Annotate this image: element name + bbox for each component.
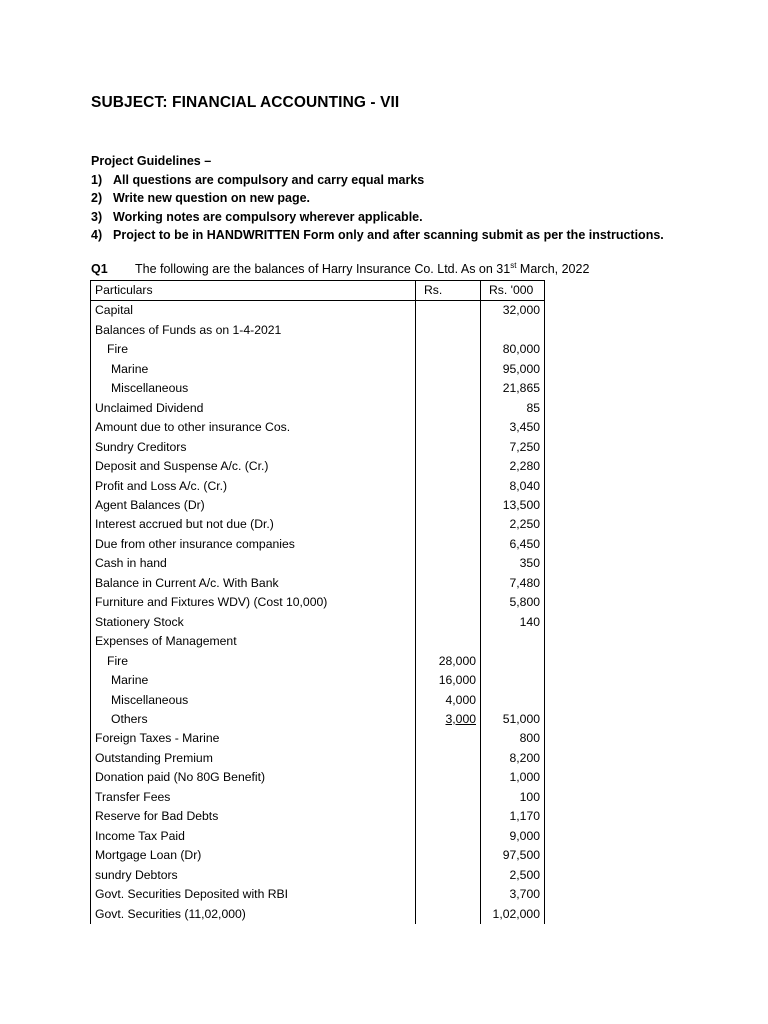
table-row bbox=[91, 340, 545, 359]
table-row bbox=[91, 457, 545, 476]
particulars-cell: Unclaimed Dividend bbox=[91, 399, 416, 418]
table-row bbox=[91, 613, 545, 632]
particulars-cell: Govt. Securities Deposited with RBI bbox=[91, 885, 416, 904]
date-ordinal-suffix: st bbox=[510, 260, 517, 270]
particulars-cell: Furniture and Fixtures WDV) (Cost 10,000) bbox=[91, 593, 416, 612]
particulars-cell: Donation paid (No 80G Benefit) bbox=[91, 768, 416, 787]
rs-thousand-amount-cell: 7,250 bbox=[481, 438, 545, 457]
particulars-cell: Mortgage Loan (Dr) bbox=[91, 846, 416, 865]
table-row bbox=[91, 846, 545, 865]
particulars-cell: Interest accrued but not due (Dr.) bbox=[91, 515, 416, 534]
particulars-cell: Miscellaneous bbox=[91, 379, 416, 398]
table-row bbox=[91, 866, 545, 885]
rs-amount-cell bbox=[416, 360, 481, 379]
column-header-particulars: Particulars bbox=[91, 281, 416, 301]
rs-thousand-amount-cell: 32,000 bbox=[481, 301, 545, 321]
rs-thousand-amount-cell: 5,800 bbox=[481, 593, 545, 612]
guideline-item bbox=[91, 208, 664, 227]
rs-thousand-amount-cell: 13,500 bbox=[481, 496, 545, 515]
rs-amount-cell bbox=[416, 340, 481, 359]
table-row bbox=[91, 729, 545, 748]
table-row bbox=[91, 321, 545, 340]
rs-thousand-amount-cell: 2,250 bbox=[481, 515, 545, 534]
table-row bbox=[91, 554, 545, 573]
rs-thousand-amount-cell: 1,170 bbox=[481, 807, 545, 826]
guideline-text: Working notes are compulsory wherever applicable. bbox=[113, 209, 423, 224]
rs-amount-cell bbox=[416, 788, 481, 807]
rs-amount-cell bbox=[416, 593, 481, 612]
rs-amount-cell bbox=[416, 301, 481, 321]
rs-thousand-amount-cell: 800 bbox=[481, 729, 545, 748]
table-row bbox=[91, 691, 545, 710]
question-statement bbox=[91, 262, 691, 276]
table-row bbox=[91, 827, 545, 846]
rs-thousand-amount-cell bbox=[481, 652, 545, 671]
rs-amount-cell bbox=[416, 885, 481, 904]
guideline-item bbox=[91, 189, 664, 208]
table-row bbox=[91, 905, 545, 924]
rs-amount-cell bbox=[416, 457, 481, 476]
rs-thousand-amount-cell: 1,000 bbox=[481, 768, 545, 787]
table-row bbox=[91, 438, 545, 457]
rs-thousand-amount-cell: 140 bbox=[481, 613, 545, 632]
table-row bbox=[91, 379, 545, 398]
table-row bbox=[91, 301, 545, 321]
rs-thousand-amount-cell: 2,280 bbox=[481, 457, 545, 476]
rs-thousand-amount-cell bbox=[481, 691, 545, 710]
particulars-cell: Marine bbox=[91, 671, 416, 690]
rs-thousand-amount-cell: 100 bbox=[481, 788, 545, 807]
rs-amount-cell bbox=[416, 827, 481, 846]
particulars-cell: Cash in hand bbox=[91, 554, 416, 573]
rs-thousand-amount-cell: 350 bbox=[481, 554, 545, 573]
rs-amount-cell bbox=[416, 418, 481, 437]
document-subject-heading: SUBJECT: FINANCIAL ACCOUNTING - VII bbox=[91, 94, 400, 111]
rs-amount-cell bbox=[416, 613, 481, 632]
table-row bbox=[91, 418, 545, 437]
table-row bbox=[91, 360, 545, 379]
rs-thousand-amount-cell: 3,700 bbox=[481, 885, 545, 904]
table-row bbox=[91, 768, 545, 787]
rs-amount-cell bbox=[416, 807, 481, 826]
column-header-rs: Rs. bbox=[416, 281, 481, 301]
table-row bbox=[91, 496, 545, 515]
rs-amount-cell bbox=[416, 515, 481, 534]
rs-thousand-amount-cell: 7,480 bbox=[481, 574, 545, 593]
particulars-cell: Income Tax Paid bbox=[91, 827, 416, 846]
table-row bbox=[91, 593, 545, 612]
guideline-item bbox=[91, 226, 664, 245]
guideline-number: 4) bbox=[91, 228, 103, 242]
table-row bbox=[91, 535, 545, 554]
rs-amount-cell: 28,000 bbox=[416, 652, 481, 671]
question-number: Q1 bbox=[91, 262, 108, 276]
rs-thousand-amount-cell: 1,02,000 bbox=[481, 905, 545, 924]
project-guidelines bbox=[91, 152, 664, 245]
rs-amount-cell bbox=[416, 846, 481, 865]
rs-thousand-amount-cell: 80,000 bbox=[481, 340, 545, 359]
table-row bbox=[91, 399, 545, 418]
particulars-cell: Outstanding Premium bbox=[91, 749, 416, 768]
particulars-cell: Balances of Funds as on 1-4-2021 bbox=[91, 321, 416, 340]
particulars-cell: Transfer Fees bbox=[91, 788, 416, 807]
table-header-row bbox=[91, 281, 545, 301]
particulars-cell: Marine bbox=[91, 360, 416, 379]
rs-amount-cell: 4,000 bbox=[416, 691, 481, 710]
question-text: The following are the balances of Harry Insurance Co. Ltd. As on 31 bbox=[135, 262, 511, 276]
rs-thousand-amount-cell: 3,450 bbox=[481, 418, 545, 437]
particulars-cell: Miscellaneous bbox=[91, 691, 416, 710]
rs-amount-cell bbox=[416, 321, 481, 340]
rs-thousand-amount-cell: 97,500 bbox=[481, 846, 545, 865]
rs-amount-cell bbox=[416, 379, 481, 398]
rs-amount-cell bbox=[416, 554, 481, 573]
table-row bbox=[91, 885, 545, 904]
question-text-date: March, 2022 bbox=[516, 262, 590, 276]
rs-thousand-amount-cell bbox=[481, 321, 545, 340]
column-header-rs-thousand: Rs. '000 bbox=[481, 281, 545, 301]
table-row bbox=[91, 710, 545, 729]
rs-amount-cell bbox=[416, 866, 481, 885]
particulars-cell: sundry Debtors bbox=[91, 866, 416, 885]
particulars-cell: Capital bbox=[91, 301, 416, 321]
particulars-cell: Foreign Taxes - Marine bbox=[91, 729, 416, 748]
table-row bbox=[91, 574, 545, 593]
rs-amount-cell bbox=[416, 729, 481, 748]
rs-amount-cell bbox=[416, 632, 481, 651]
table-row bbox=[91, 671, 545, 690]
table-row bbox=[91, 652, 545, 671]
rs-thousand-amount-cell: 2,500 bbox=[481, 866, 545, 885]
rs-amount-cell bbox=[416, 399, 481, 418]
table-row bbox=[91, 749, 545, 768]
rs-amount-cell: 16,000 bbox=[416, 671, 481, 690]
particulars-cell: Amount due to other insurance Cos. bbox=[91, 418, 416, 437]
rs-thousand-amount-cell: 9,000 bbox=[481, 827, 545, 846]
table-row bbox=[91, 477, 545, 496]
rs-amount-cell bbox=[416, 574, 481, 593]
particulars-cell: Fire bbox=[91, 340, 416, 359]
guidelines-title: Project Guidelines – bbox=[91, 154, 212, 168]
particulars-cell: Agent Balances (Dr) bbox=[91, 496, 416, 515]
particulars-cell: Reserve for Bad Debts bbox=[91, 807, 416, 826]
particulars-cell: Expenses of Management bbox=[91, 632, 416, 651]
rs-thousand-amount-cell bbox=[481, 632, 545, 651]
particulars-cell: Deposit and Suspense A/c. (Cr.) bbox=[91, 457, 416, 476]
table-row bbox=[91, 632, 545, 651]
particulars-cell: Sundry Creditors bbox=[91, 438, 416, 457]
table-row bbox=[91, 807, 545, 826]
guideline-item bbox=[91, 171, 664, 190]
particulars-cell: Others bbox=[91, 710, 416, 729]
particulars-cell: Govt. Securities (11,02,000) bbox=[91, 905, 416, 924]
rs-amount-cell bbox=[416, 710, 481, 729]
rs-amount-cell bbox=[416, 496, 481, 515]
rs-thousand-amount-cell bbox=[481, 671, 545, 690]
rs-thousand-amount-cell: 51,000 bbox=[481, 710, 545, 729]
trial-balance-table bbox=[90, 280, 545, 924]
rs-amount-cell bbox=[416, 749, 481, 768]
guideline-number: 1) bbox=[91, 172, 103, 187]
particulars-cell: Balance in Current A/c. With Bank bbox=[91, 574, 416, 593]
rs-amount-cell bbox=[416, 905, 481, 924]
rs-amount-cell bbox=[416, 768, 481, 787]
particulars-cell: Stationery Stock bbox=[91, 613, 416, 632]
rs-thousand-amount-cell: 95,000 bbox=[481, 360, 545, 379]
guideline-text: Write new question on new page. bbox=[113, 191, 311, 205]
rs-amount-cell bbox=[416, 535, 481, 554]
underlined-subtotal: 3,000 bbox=[445, 711, 476, 726]
table-row bbox=[91, 788, 545, 807]
rs-amount-cell bbox=[416, 477, 481, 496]
guideline-number: 2) bbox=[91, 191, 103, 205]
guideline-number: 3) bbox=[91, 209, 103, 224]
rs-thousand-amount-cell: 21,865 bbox=[481, 379, 545, 398]
particulars-cell: Profit and Loss A/c. (Cr.) bbox=[91, 477, 416, 496]
guideline-text: Project to be in HANDWRITTEN Form only and after scanning submit as per the instructions. bbox=[113, 228, 664, 242]
rs-thousand-amount-cell: 8,200 bbox=[481, 749, 545, 768]
rs-thousand-amount-cell: 8,040 bbox=[481, 477, 545, 496]
particulars-cell: Fire bbox=[91, 652, 416, 671]
guideline-text: All questions are compulsory and carry equal marks bbox=[113, 172, 425, 187]
particulars-cell: Due from other insurance companies bbox=[91, 535, 416, 554]
rs-amount-cell bbox=[416, 438, 481, 457]
table-row bbox=[91, 515, 545, 534]
rs-thousand-amount-cell: 6,450 bbox=[481, 535, 545, 554]
rs-thousand-amount-cell: 85 bbox=[481, 399, 545, 418]
